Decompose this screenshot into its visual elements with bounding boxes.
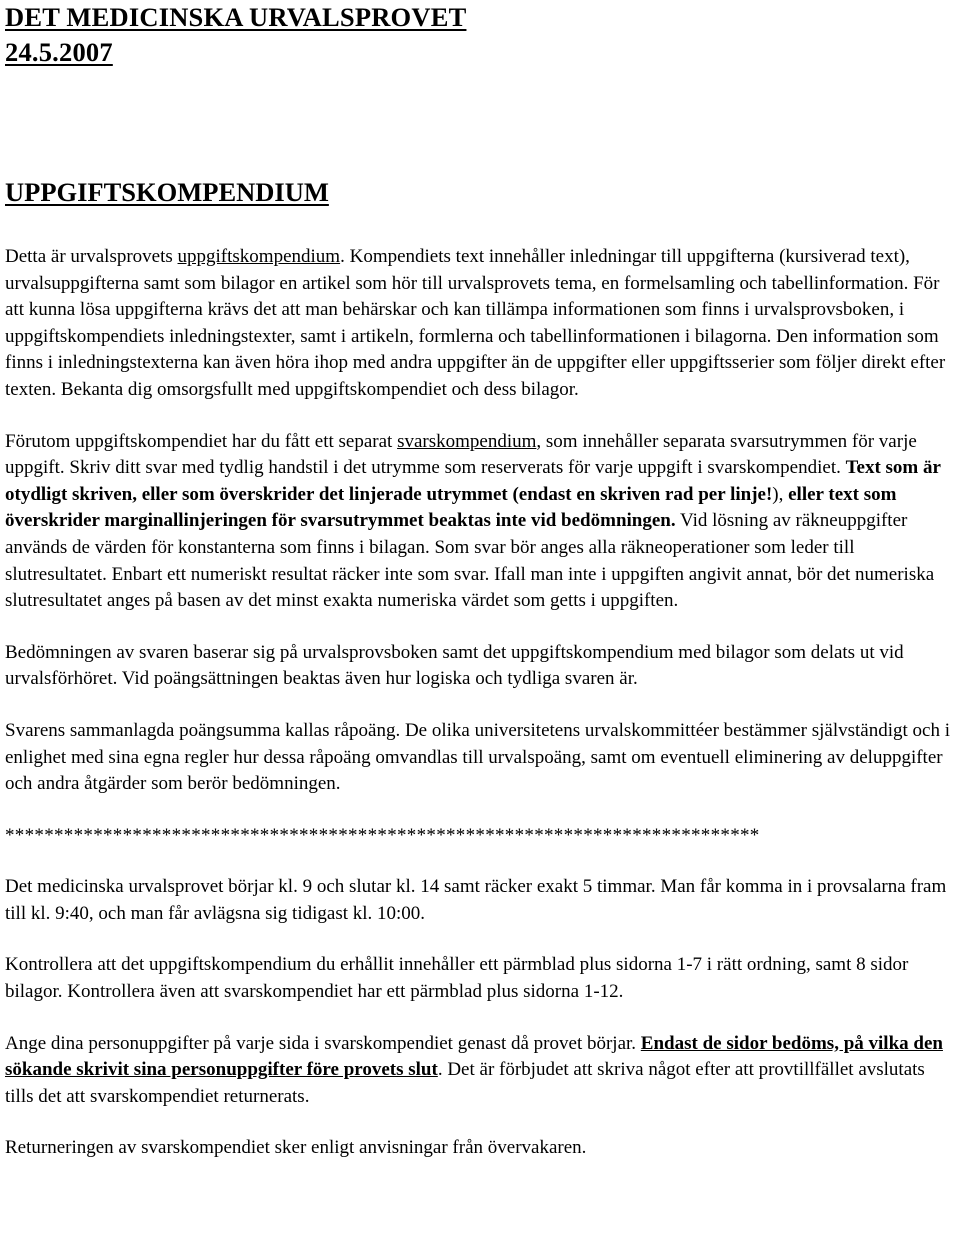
title-line-2: 24.5.2007 — [5, 37, 113, 67]
document-body — [5, 244, 957, 1187]
answers-text-2: , som innehåller separata svarsutrymmen för varje uppgift. Skriv ditt svar med tydlig handstil i det utrymme som reserverats för varje uppgift i svarskompendiet. — [5, 430, 917, 479]
document-title — [5, 0, 957, 70]
answers-warning-1: Text som är otydligt skriven, eller som överskrider det linjerade utrymmet (endast en skriven rad per linje! — [5, 457, 941, 505]
assessment-paragraph: Bedömningen av svaren baserar sig på urvalsprovsboken samt det uppgiftskompendium med bilagor som delats ut vid urvalsförhöret. Vid poängsättningen beaktas även hur logiska och tydliga svaren är. — [5, 641, 904, 690]
svarskompendium-term: svarskompendium — [397, 430, 537, 452]
intro-paragraph — [5, 244, 957, 404]
personal-warning: Endast de sidor bedöms, på vilka den sökande skrivit sina personuppgifter före provets slut — [5, 1032, 943, 1081]
scoring-paragraph: Svarens sammanlagda poängsumma kallas råpoäng. De olika universitetens urvalskommittéer bestämmer självständigt och i enlighet med sina egna regler hur dessa råpoäng omvandlas till urvalspoäng, samt om eventuell eliminering av deluppgifter och andra åtgärder som berör bedömningen. — [5, 719, 951, 795]
answers-text-4: Vid lösning av räkneuppgifter används de värden för konstanterna som finns i bilagan. Som svar bör anges alla räkneoperationer som leder till slutresultatet. Enbart ett numeriskt resultat räcker inte som svar. Ifall man inte i uppgiften angivit annat, bör det numeriska slutresultatet anges på basen av det minst exakta numeriska värdet som getts i uppgiften. — [5, 510, 935, 612]
check-paragraph: Kontrollera att det uppgiftskompendium du erhållit innehåller ett pärmblad plus sidorna 1-7 i rätt ordning, samt 8 sidor bilagor. Kontrollera även att svarskompendiet har ett pärmblad plus sidorna 1-12. — [5, 954, 909, 1003]
personal-text-1: Ange dina personuppgifter på varje sida i svarskompendiet genast då provet börjar. — [5, 1032, 641, 1054]
timing-paragraph: Det medicinska urvalsprovet börjar kl. 9 och slutar kl. 14 samt räcker exakt 5 timmar. Man får komma in i provsalarna fram till kl. 9:40, och man får avlägsna sig tidigast kl. 10:00. — [5, 876, 947, 924]
separator-line: ***************************************************************************** — [5, 824, 760, 846]
intro-text-1: Detta är urvalsprovets — [5, 246, 178, 267]
return-paragraph: Returneringen av svarskompendiet sker enligt anvisningar från övervakaren. — [5, 1137, 587, 1159]
answers-warning-2: eller text som överskrider marginallinjeringen för svarsutrymmet beaktas inte vid bedömningen. — [5, 483, 897, 532]
answers-text-1: Förutom uppgiftskompendiet har du fått ett separat — [5, 430, 398, 452]
uppgiftskompendium-term: uppgiftskompendium — [177, 246, 341, 267]
document-page — [5, 0, 957, 1159]
document-subtitle: UPPGIFTSKOMPENDIUM — [5, 177, 329, 207]
personal-info-paragraph — [5, 1031, 957, 1111]
answers-paragraph — [5, 429, 957, 615]
answers-text-3: ), — [772, 483, 789, 505]
title-line-1: DET MEDICINSKA URVALSPROVET — [5, 2, 467, 32]
intro-text-2: . Kompendiets text innehåller inledningar till uppgifterna (kursiverad text), urvalsuppgifterna samt som bilagor en artikel som hör till urvalsprovets tema, en formelsamling och tabellinformation. För att kunna lösa uppgifterna krävs det att man behärskar och kan tillämpa informationen som finns i urvalsprovsboken, i uppgiftskompendiets inledningstexter, samt i artikeln, formlerna och tabellinformationen i bilagorna. Den information som finns i inledningstexterna kan även höra ihop med andra uppgifter än de uppgifter eller uppgiftsserier som följer direkt efter texten. Bekanta dig omsorgsfullt med uppgiftskompendiet och dess bilagor. — [5, 246, 946, 400]
personal-text-2: . Det är förbjudet att skriva något efter att provtillfället avslutats tills det att svarskompendiet returnerats. — [5, 1059, 925, 1107]
